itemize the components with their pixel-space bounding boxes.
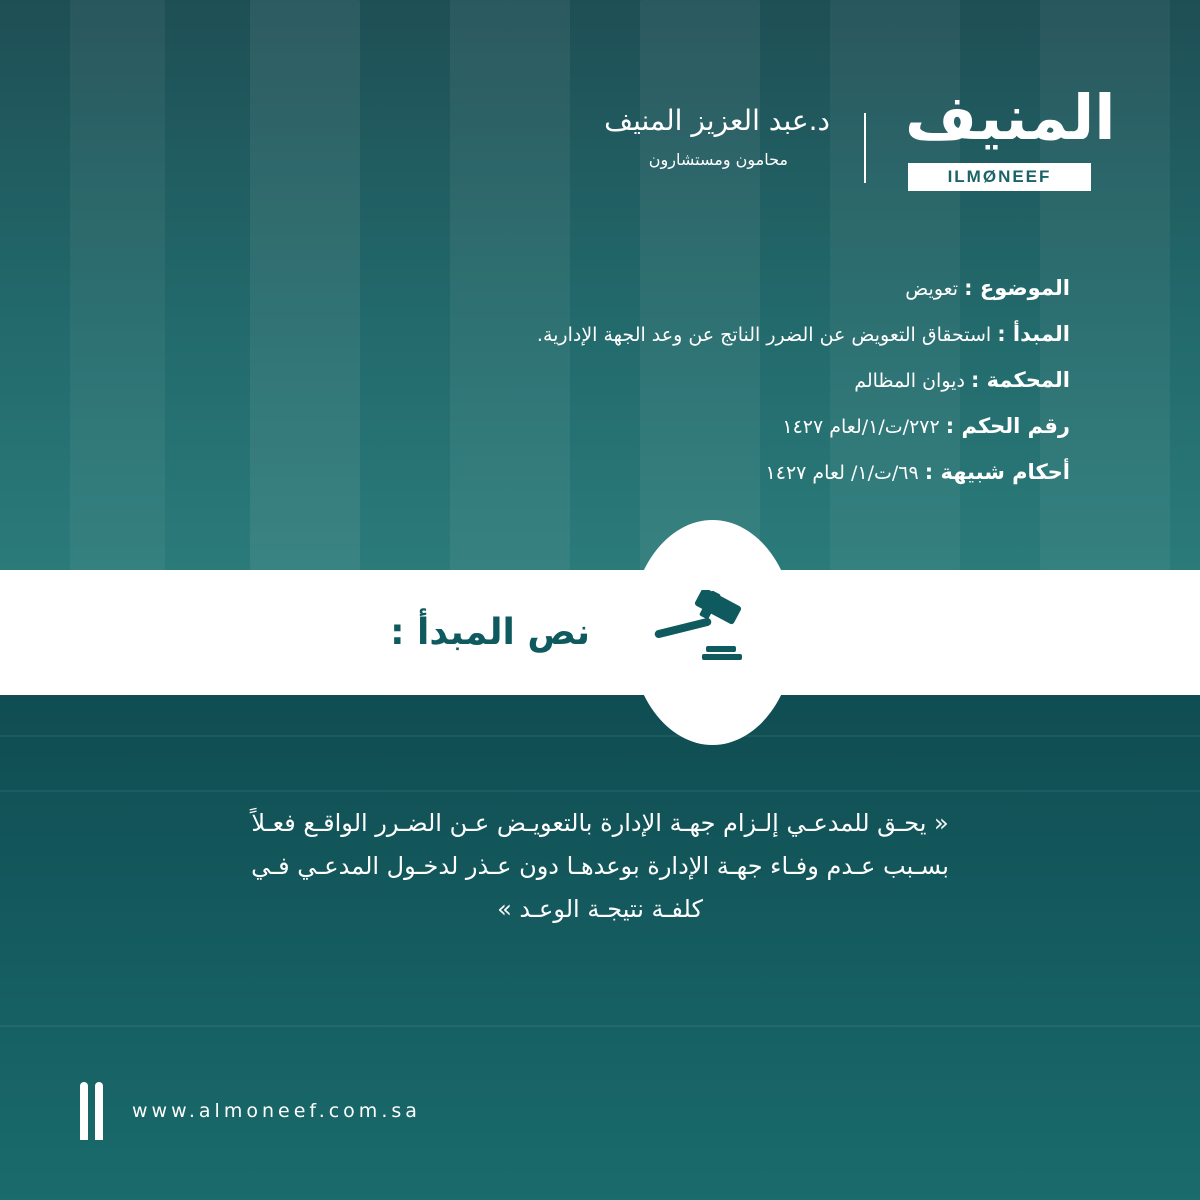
court-row: [854, 368, 1070, 392]
firm-subtitle: محامون ومستشارون: [648, 150, 788, 169]
header-divider: [864, 113, 866, 183]
background-bottom: [0, 695, 1200, 1200]
court-value: ديوان المظالم: [854, 370, 965, 392]
footer-logo-icon: [80, 1082, 104, 1140]
similar-rulings-value: ٦٩/ت/١/ لعام ١٤٢٧: [765, 462, 919, 484]
principle-value: استحقاق التعويض عن الضرر الناتج عن وعد الجهة الإدارية.: [536, 324, 992, 346]
quote-line-2: بسـبب عـدم وفـاء جهـة الإدارة بوعدهـا دون عـذر لدخـول المدعـي فـي: [251, 852, 949, 880]
brand-logo-latin: ILMØNEEF: [908, 163, 1091, 191]
subject-row: [905, 276, 1070, 300]
gavel-icon: [650, 590, 745, 665]
quote-line-3: كلفـة نتيجـة الوعـد »: [497, 895, 703, 923]
quote-line-1: « يحـق للمدعـي إلـزام جهـة الإدارة بالتعويـض عـن الضـرر الواقـع فعـلاً: [251, 809, 949, 837]
website-link[interactable]: www.almoneef.com.sa: [132, 1100, 421, 1122]
ruling-value: ٢٧٢/ت/١/لعام ١٤٢٧: [782, 416, 940, 438]
court-label: المحكمة :: [970, 368, 1070, 392]
subject-value: تعويض: [905, 278, 959, 300]
principle-band: [0, 570, 1200, 695]
principle-quote: [150, 802, 1050, 931]
similar-rulings-row: [766, 460, 1070, 484]
ruling-row: [782, 414, 1070, 438]
ruling-label: رقم الحكم :: [945, 414, 1070, 438]
subject-label: الموضوع :: [964, 276, 1070, 300]
principle-label: المبدأ :: [997, 322, 1070, 346]
similar-rulings-label: أحكام شبيهة :: [924, 460, 1070, 484]
principle-row: [537, 322, 1070, 346]
brand-logo-arabic: المنيف: [905, 81, 1116, 154]
firm-name: د.عبد العزيز المنيف: [604, 104, 830, 137]
principle-text-heading: نص المبدأ :: [390, 612, 590, 653]
